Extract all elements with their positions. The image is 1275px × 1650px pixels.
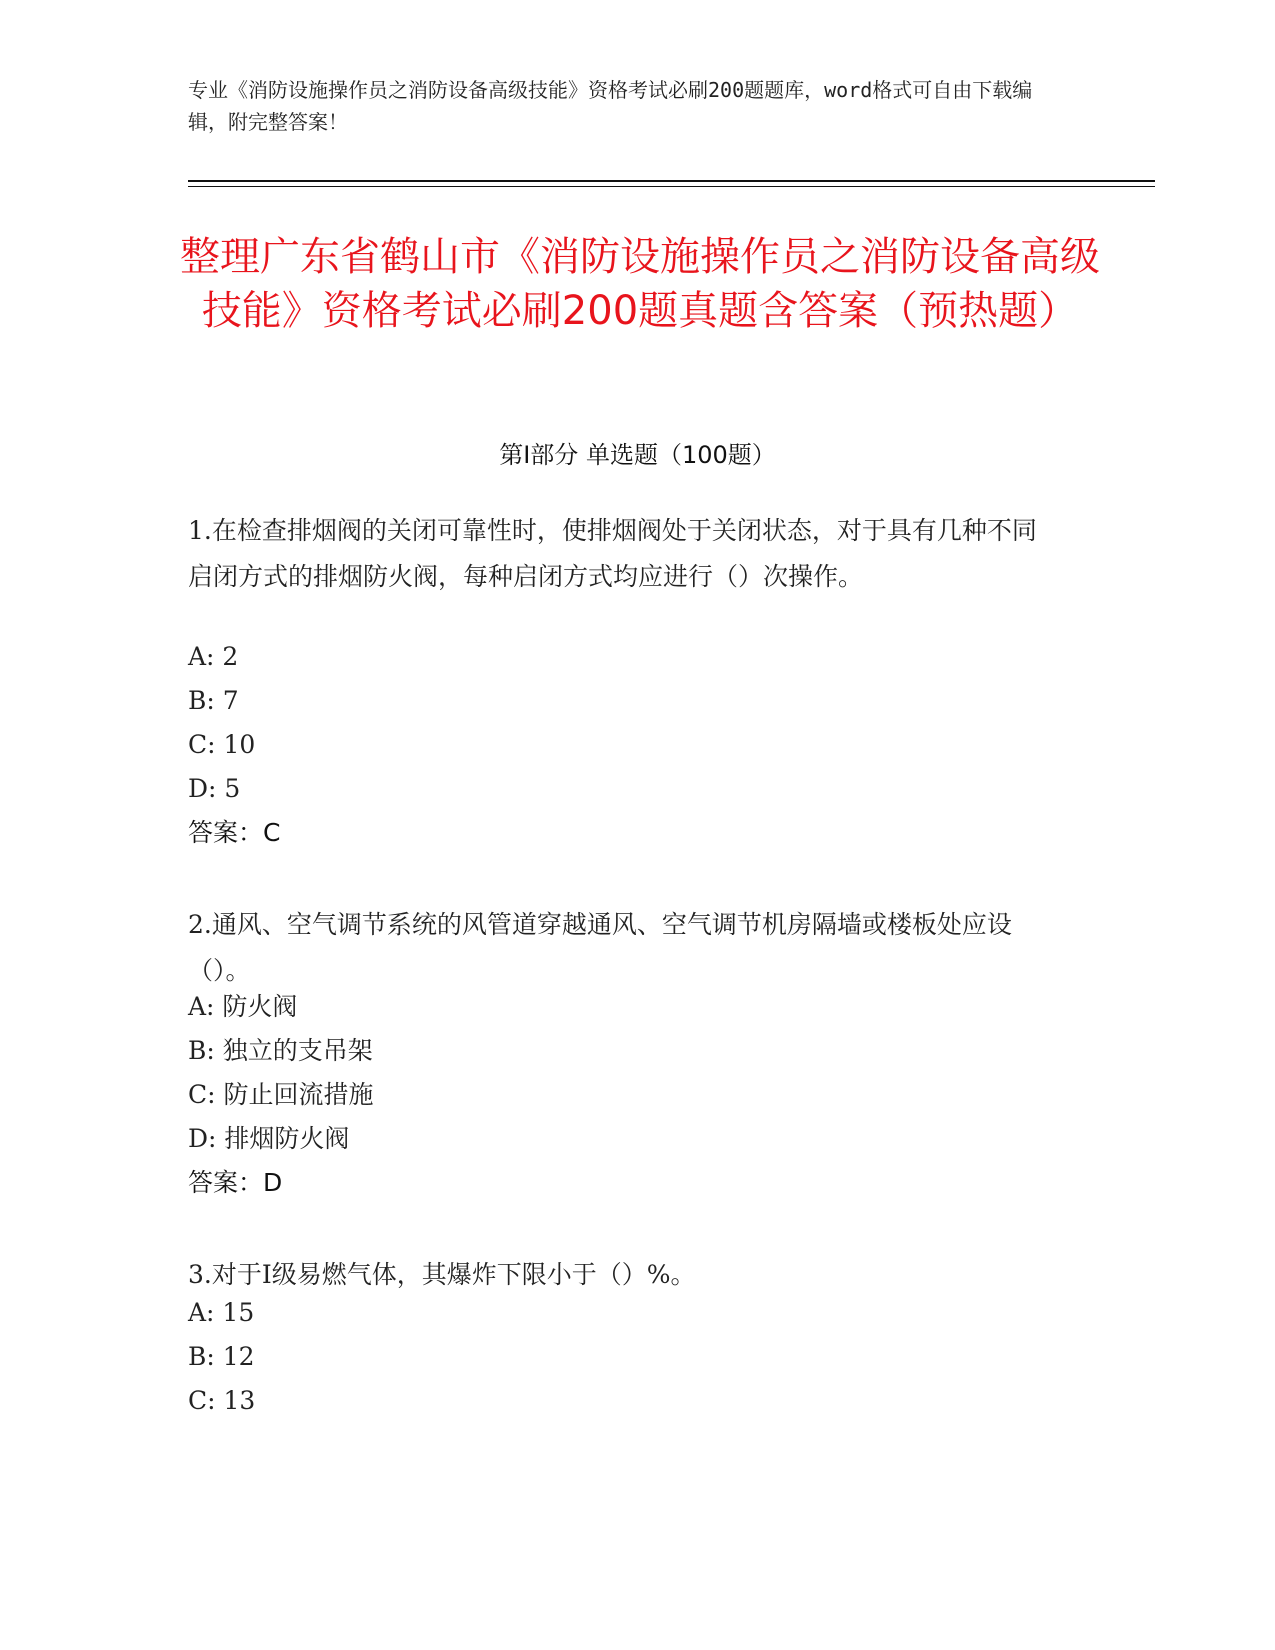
question-2-option-b: B: 独立的支吊架 — [188, 1036, 373, 1065]
intro-text: 专业《消防设施操作员之消防设备高级技能》资格考试必刷200题题库，word格式可自由下载编辑，附完整答案！ — [188, 78, 1033, 134]
question-1-option-b: B: 7 — [188, 686, 239, 715]
question-2-text: 2.通风、空气调节系统的风管道穿越通风、空气调节机房隔墙或楼板处应设（）。 — [188, 910, 1012, 985]
question-1-option-a: A: 2 — [188, 642, 239, 671]
document-title: 整理广东省鹤山市《消防设施操作员之消防设备高级技能》资格考试必刷200题真题含答案（预热题） — [180, 234, 1100, 334]
question-1-answer: 答案：C — [188, 818, 281, 847]
question-3-option-c: C: 13 — [188, 1386, 256, 1415]
question-2-option-a: A: 防火阀 — [188, 992, 298, 1021]
question-3-option-a: A: 15 — [188, 1298, 255, 1327]
header-divider-thin — [188, 186, 1155, 187]
question-1-option-c: C: 10 — [188, 730, 256, 759]
section-heading: 第Ⅰ部分 单选题（100题） — [499, 441, 776, 469]
header-divider-thick — [188, 180, 1155, 182]
question-2-option-c: C: 防止回流措施 — [188, 1080, 374, 1109]
question-2-answer: 答案：D — [188, 1168, 283, 1197]
question-1-text: 1.在检查排烟阀的关闭可靠性时，使排烟阀处于关闭状态，对于具有几种不同启闭方式的排烟防火阀，每种启闭方式均应进行（）次操作。 — [188, 516, 1037, 591]
question-1-option-d: D: 5 — [188, 774, 241, 803]
question-3-text: 3.对于Ⅰ级易燃气体，其爆炸下限小于（）%。 — [188, 1260, 696, 1289]
question-3-option-b: B: 12 — [188, 1342, 255, 1371]
question-2-option-d: D: 排烟防火阀 — [188, 1124, 350, 1153]
